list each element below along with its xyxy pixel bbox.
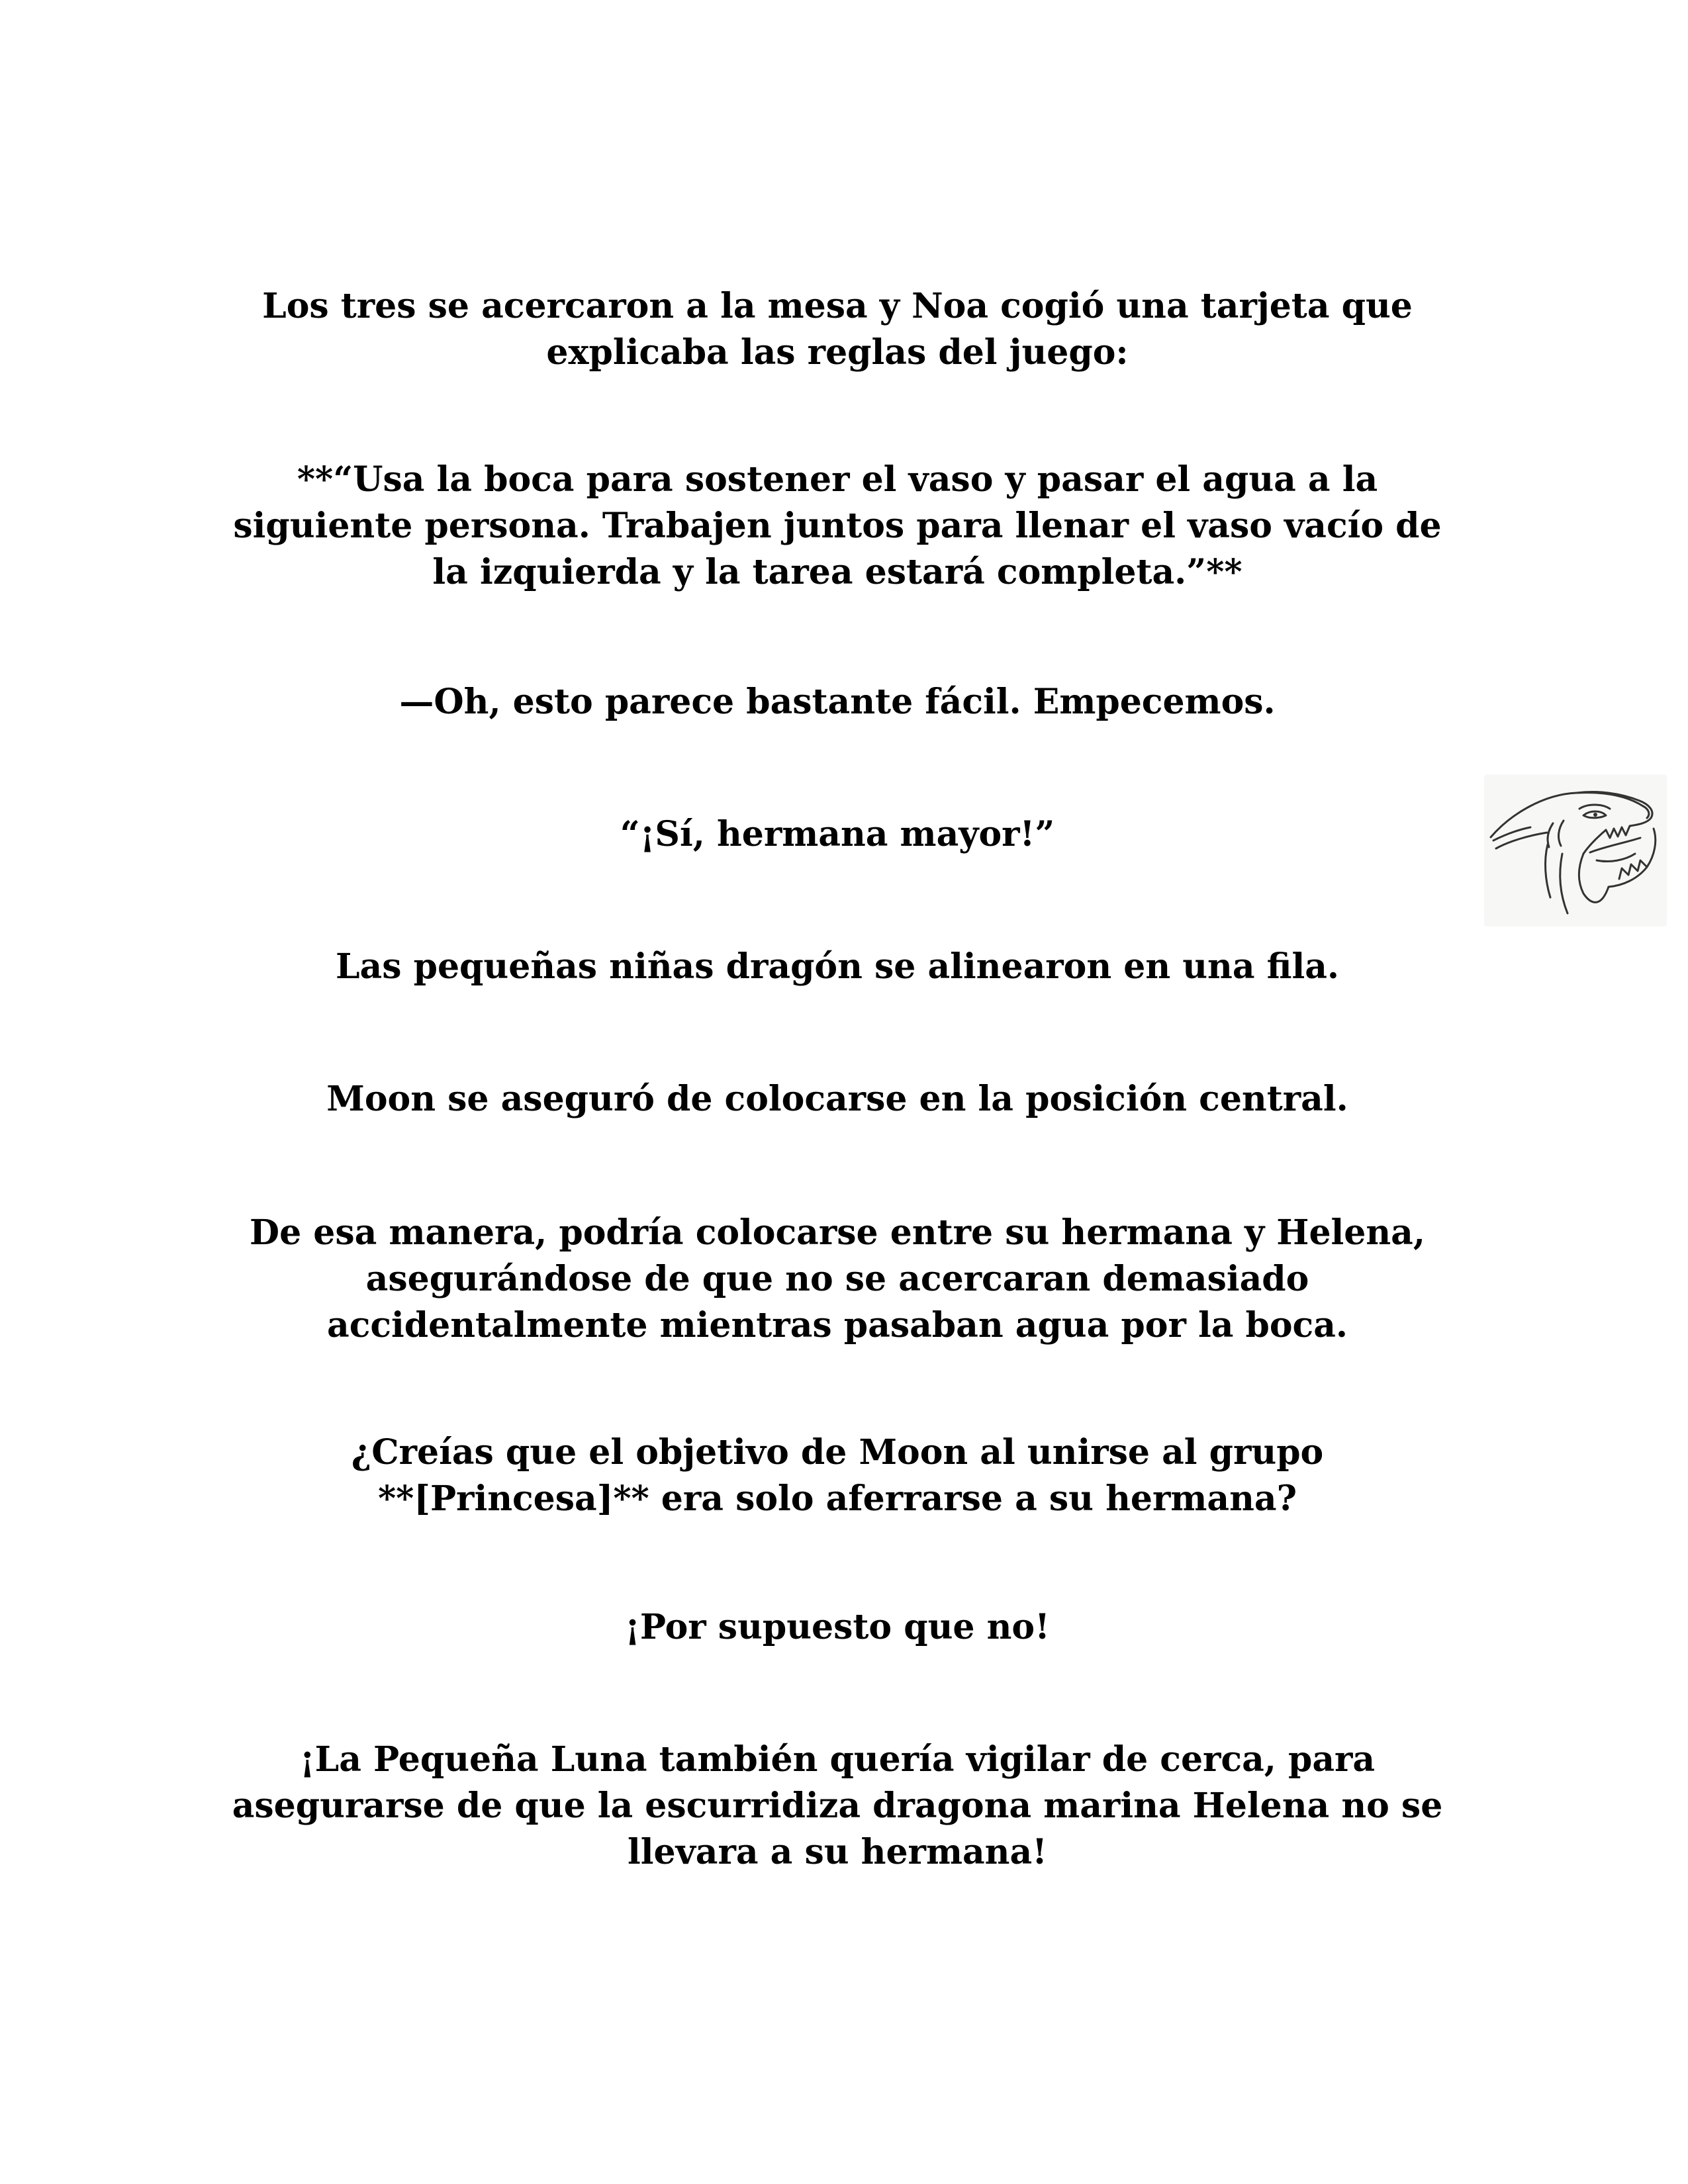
- text-line: —Oh, esto parece bastante fácil. Empecemos.: [399, 682, 1276, 722]
- text-line: la izquierda y la tarea estará completa.”**: [432, 552, 1243, 592]
- text-line: **[Princesa]** era solo aferrarse a su hermana?: [377, 1479, 1297, 1519]
- text-line: asegurarse de que la escurridiza dragona marina Helena no se: [232, 1786, 1443, 1826]
- text-line: ¿Creías que el objetivo de Moon al unirse al grupo: [351, 1432, 1324, 1473]
- text-line: accidentalmente mientras pasaban agua por la boca.: [327, 1305, 1348, 1345]
- text-line: ¡Por supuesto que no!: [625, 1607, 1050, 1647]
- paragraph-line-up: [218, 944, 1456, 990]
- dragon-head-sketch-icon: [1484, 774, 1667, 927]
- text-line: “¡Sí, hermana mayor!”: [620, 814, 1055, 854]
- text-line: siguiente persona. Trabajen juntos para llenar el vaso vacío de: [233, 506, 1442, 546]
- paragraph-moon-goal: [218, 1430, 1456, 1522]
- text-line: **“Usa la boca para sostener el vaso y pasar el agua a la: [297, 459, 1378, 500]
- text-line: Moon se aseguró de colocarse en la posición central.: [326, 1079, 1348, 1119]
- text-line: Los tres se acercaron a la mesa y Noa cogió una tarjeta que: [262, 286, 1413, 326]
- text-line: De esa manera, podría colocarse entre su hermana y Helena,: [250, 1212, 1425, 1253]
- text-line: ¡La Pequeña Luna también quería vigilar de cerca, para: [299, 1739, 1376, 1780]
- paragraph-little-moon: [218, 1737, 1456, 1876]
- paragraph-rules-intro: [218, 283, 1456, 376]
- paragraph-moon-position: [218, 1210, 1456, 1349]
- paragraph-moon-center: [218, 1076, 1456, 1122]
- text-line: llevara a su hermana!: [627, 1832, 1047, 1872]
- paragraph-rules-card: [218, 457, 1456, 596]
- text-line: asegurándose de que no se acercaran demasiado: [365, 1259, 1309, 1299]
- paragraph-of-course-not: [218, 1604, 1456, 1651]
- paragraph-dialogue-yes: [218, 811, 1456, 858]
- text-line: Las pequeñas niñas dragón se alinearon en una fila.: [335, 946, 1340, 987]
- paragraph-dialogue-easy: [218, 679, 1456, 725]
- text-line: explicaba las reglas del juego:: [546, 332, 1129, 373]
